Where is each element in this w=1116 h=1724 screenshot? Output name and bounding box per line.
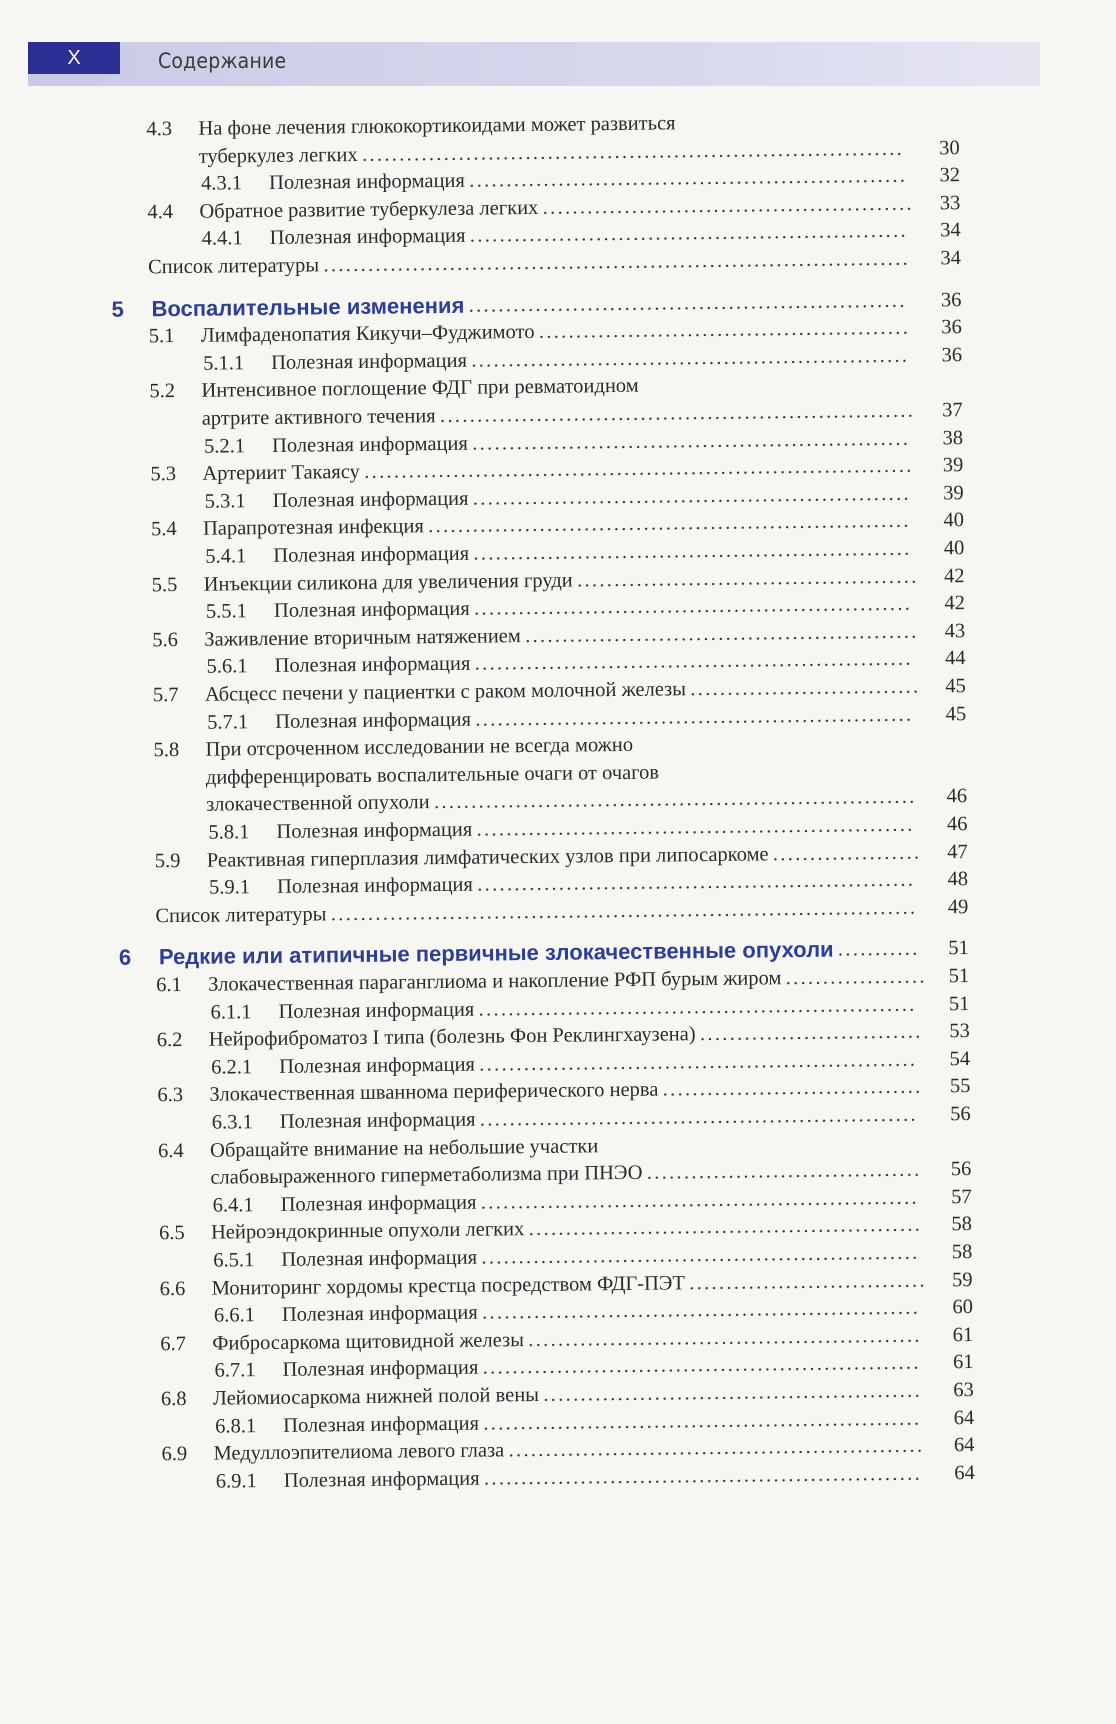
toc-leader-dots: ........................................................... bbox=[480, 1186, 919, 1214]
toc-page-number: 39 bbox=[943, 481, 964, 505]
toc-leader-dots: ........................................................... bbox=[469, 164, 908, 192]
toc-leader-dots: .............................. bbox=[699, 1020, 923, 1046]
toc-number: 6.1 bbox=[156, 974, 182, 997]
toc-page-number: 48 bbox=[947, 868, 969, 891]
toc-leader-dots: ........................................................... bbox=[478, 993, 917, 1021]
toc-leader-dots: ........................................................ bbox=[508, 1434, 925, 1462]
toc-page-number: 36 bbox=[940, 288, 962, 311]
toc-page-number: 34 bbox=[940, 219, 961, 242]
toc-title: Полезная информация bbox=[279, 1108, 476, 1133]
toc-number: 6.9.1 bbox=[215, 1469, 257, 1493]
toc-title: Полезная информация bbox=[280, 1191, 477, 1216]
toc-title: Полезная информация bbox=[282, 1357, 479, 1382]
toc-number: 4.3 bbox=[146, 118, 173, 141]
toc-number: 5.6 bbox=[152, 628, 179, 652]
toc-title: Интенсивное поглощение ФДГ при ревматоидном bbox=[201, 375, 639, 403]
toc-number: 6.3 bbox=[157, 1084, 184, 1107]
toc-leader-dots: ........................................................... bbox=[472, 427, 911, 455]
toc-page-number: 33 bbox=[939, 191, 961, 215]
toc-page-number: 39 bbox=[942, 454, 964, 477]
toc-page-number: 54 bbox=[949, 1047, 971, 1071]
toc-number: 6.5.1 bbox=[213, 1249, 255, 1272]
toc-title: Полезная информация bbox=[269, 225, 466, 250]
toc-number: 6.8.1 bbox=[215, 1414, 257, 1438]
toc-leader-dots: ........................................................... bbox=[481, 1296, 921, 1324]
toc-page-number: 34 bbox=[940, 247, 962, 270]
toc-title: Обратное развитие туберкулеза легких bbox=[199, 196, 539, 223]
toc-title: Абсцесс печени у пациентки с раком молочной железы bbox=[204, 678, 687, 706]
toc-page-number: 60 bbox=[952, 1296, 974, 1319]
toc-title: Лимфаденопатия Кикучи–Фуджимото bbox=[200, 321, 535, 347]
toc-leader-dots: ........................................................... bbox=[483, 1462, 923, 1490]
toc-title: Злокачественная шваннома периферического нерва bbox=[209, 1078, 659, 1107]
toc-leader-dots: ............................................................................... bbox=[323, 247, 911, 277]
toc-number: 5.1.1 bbox=[203, 352, 245, 375]
toc-leader-dots: ........................................................... bbox=[476, 813, 915, 841]
toc-number: 5.5 bbox=[151, 573, 178, 596]
toc-number: 6.8 bbox=[160, 1387, 187, 1411]
toc-number: 6.4.1 bbox=[212, 1193, 254, 1217]
toc-leader-dots: ............................... bbox=[690, 675, 921, 701]
toc-leader-dots: ................................... bbox=[662, 1075, 923, 1101]
toc-leader-dots: ........................................................... bbox=[482, 1352, 921, 1380]
toc-title: Полезная информация bbox=[281, 1301, 478, 1327]
toc-number: 4.4 bbox=[147, 200, 174, 224]
toc-leader-dots: ........................................................... bbox=[469, 220, 909, 248]
toc-title: При отсроченном исследовании не всегда можно bbox=[205, 734, 634, 761]
toc-number: 5.9.1 bbox=[208, 876, 251, 899]
toc-page-number: 45 bbox=[945, 702, 967, 725]
toc-number: 5.4 bbox=[150, 518, 177, 541]
toc-number: 5.5.1 bbox=[205, 600, 248, 623]
toc-leader-dots: ................................................................. bbox=[428, 510, 911, 538]
toc-title: Полезная информация bbox=[275, 708, 472, 733]
toc-number: 5.2.1 bbox=[203, 434, 246, 458]
toc-number: 6.2.1 bbox=[210, 1056, 253, 1079]
toc-title: Полезная информация bbox=[278, 998, 475, 1023]
toc-page-number: 46 bbox=[946, 813, 968, 836]
toc-leader-dots: ..................................................... bbox=[528, 1324, 922, 1351]
toc-title: Парапротезная инфекция bbox=[202, 515, 425, 541]
toc-number: 5.7.1 bbox=[207, 710, 249, 734]
toc-title: Полезная информация bbox=[273, 597, 470, 623]
toc-page-number: 51 bbox=[948, 937, 969, 960]
toc-page-number: 55 bbox=[949, 1075, 971, 1098]
toc-page-number: 38 bbox=[942, 426, 964, 449]
toc-page-number: 40 bbox=[943, 509, 965, 532]
toc-page-number: 57 bbox=[951, 1185, 972, 1209]
toc-page-number: 51 bbox=[948, 992, 970, 1015]
toc-title: Полезная информация bbox=[271, 349, 468, 374]
toc-number: 5.6.1 bbox=[206, 655, 248, 679]
toc-leader-dots: .......................................................................... bbox=[364, 454, 914, 484]
toc-page-number: 58 bbox=[951, 1241, 973, 1264]
page-number: X bbox=[28, 42, 120, 74]
toc-number: 5.4.1 bbox=[205, 545, 247, 568]
toc-number: 4.3.1 bbox=[200, 172, 243, 195]
toc-title: артрите активного течения bbox=[201, 405, 436, 430]
toc-leader-dots: ......................................................................... bbox=[361, 137, 905, 166]
toc-leader-dots: .................................................. bbox=[542, 192, 915, 219]
toc-title: На фоне лечения глюкокортикоидами может развиться bbox=[198, 112, 676, 140]
toc-title: Мониторинг хордомы крестца посредством ФДГ-ПЭТ bbox=[211, 1271, 686, 1300]
toc-number: 6.7.1 bbox=[214, 1359, 256, 1383]
toc-title: Нейрофиброматоз I типа (болезнь Фон Реклингхаузена) bbox=[208, 1023, 696, 1051]
toc-title: Список литературы bbox=[147, 254, 320, 279]
toc-page-number: 40 bbox=[943, 537, 965, 560]
toc-title: Артериит Такаясу bbox=[202, 461, 360, 485]
toc-number: 6.1.1 bbox=[210, 1000, 252, 1024]
toc-title: Фибросаркома щитовидной железы bbox=[212, 1328, 525, 1355]
toc-leader-dots: ........................................................... bbox=[477, 868, 916, 896]
toc-number: 6.9 bbox=[161, 1443, 188, 1466]
toc-title: Медуллоэпителиома левого глаза bbox=[213, 1439, 505, 1465]
toc-number: 5.8 bbox=[153, 739, 180, 762]
running-header-title: Содержание bbox=[158, 49, 287, 73]
toc-leader-dots: ................... bbox=[785, 965, 927, 990]
toc-page-number: 30 bbox=[939, 136, 960, 159]
toc-title: Редкие или атипичные первичные злокачественные опухоли bbox=[158, 936, 834, 970]
toc-title: Полезная информация bbox=[276, 818, 473, 843]
toc-title: Полезная информация bbox=[273, 542, 470, 567]
toc-leader-dots: ........................................................... bbox=[472, 482, 911, 510]
toc-number: 5.3 bbox=[150, 463, 177, 486]
toc-page-number: 42 bbox=[944, 592, 966, 615]
toc-leader-dots: ................................................................ bbox=[439, 399, 916, 428]
toc-leader-dots: .............................................. bbox=[576, 565, 919, 592]
toc-title: дифференцировать воспалительные очаги от очагов bbox=[205, 761, 660, 789]
toc-page-number: 37 bbox=[942, 399, 963, 422]
toc-leader-dots: ................................................................. bbox=[433, 786, 917, 814]
toc-leader-dots: ................................ bbox=[689, 1269, 927, 1294]
toc-page-number: 47 bbox=[947, 840, 968, 863]
toc-number: 5.7 bbox=[152, 684, 179, 707]
toc-leader-dots: ........................................................... bbox=[483, 1407, 922, 1435]
toc-page-number: 64 bbox=[953, 1406, 975, 1429]
toc-page-number: 61 bbox=[952, 1323, 974, 1347]
toc-title: Полезная информация bbox=[274, 653, 471, 678]
toc-number: 5 bbox=[111, 296, 124, 322]
toc-page-number: 56 bbox=[950, 1158, 972, 1181]
toc-page-number: 36 bbox=[941, 316, 962, 339]
toc-number: 5.9 bbox=[154, 849, 181, 872]
toc-number: 4.4.1 bbox=[201, 227, 243, 251]
toc-title: Злокачественная параганглиома и накопление РФП бурым жиром bbox=[208, 967, 782, 996]
toc-leader-dots: ........................................................... bbox=[473, 537, 912, 565]
toc-title: Реактивная гиперплазия лимфатических узлов при липосаркоме bbox=[206, 842, 769, 872]
toc-leader-dots: ..................................... bbox=[646, 1158, 922, 1184]
toc-title: Полезная информация bbox=[268, 169, 466, 195]
toc-title: Полезная информация bbox=[283, 1467, 480, 1492]
toc-title: Полезная информация bbox=[278, 1053, 476, 1078]
toc-number: 5.8.1 bbox=[208, 821, 250, 844]
toc-page-number: 63 bbox=[953, 1379, 974, 1402]
toc-leader-dots: ........................................................... bbox=[479, 1103, 919, 1131]
toc-page-number: 51 bbox=[948, 965, 970, 988]
toc-title: Воспалительные изменения bbox=[151, 292, 465, 321]
toc-number: 6 bbox=[118, 944, 132, 971]
toc-title: слабовыраженного гиперметаболизма при ПНЭО bbox=[210, 1161, 643, 1189]
toc-leader-dots: ........................................................... bbox=[468, 289, 907, 317]
toc-leader-dots: ............................................................................... bbox=[330, 896, 918, 926]
toc-leader-dots: ........................................................... bbox=[479, 1048, 918, 1076]
toc-leader-dots: ........... bbox=[837, 938, 920, 961]
toc-page-number: 59 bbox=[951, 1268, 973, 1291]
toc-leader-dots: ........................................................... bbox=[475, 703, 914, 731]
toc-page-number: 49 bbox=[947, 895, 969, 919]
toc-title: Обращайте внимание на небольшие участки bbox=[209, 1134, 599, 1162]
toc-page-number: 53 bbox=[949, 1020, 970, 1043]
toc-number: 6.6 bbox=[159, 1277, 186, 1300]
toc-title: Инъекции силикона для увеличения груди bbox=[203, 569, 573, 596]
toc-number: 6.5 bbox=[158, 1222, 185, 1245]
toc-page-number: 64 bbox=[953, 1434, 975, 1457]
toc-page-number: 56 bbox=[950, 1103, 971, 1126]
toc-leader-dots: ........................................................... bbox=[481, 1241, 920, 1269]
toc-leader-dots: .................... bbox=[772, 841, 922, 865]
toc-title: Полезная информация bbox=[281, 1246, 478, 1271]
toc-title: Нейроэндокринные опухоли легких bbox=[210, 1218, 525, 1245]
toc-leader-dots: ........................................................... bbox=[471, 344, 910, 372]
toc-page-number: 45 bbox=[945, 675, 966, 698]
toc-page-number: 46 bbox=[946, 785, 968, 808]
toc-leader-dots: .................................................. bbox=[538, 316, 911, 344]
toc-number: 6.6.1 bbox=[213, 1304, 256, 1327]
toc-page-number: 58 bbox=[951, 1213, 973, 1236]
toc-leader-dots: ........................................................... bbox=[474, 648, 913, 676]
toc-number: 5.1 bbox=[148, 325, 175, 348]
toc-page-number: 43 bbox=[944, 619, 966, 643]
toc-page-number: 36 bbox=[941, 343, 963, 367]
toc-title: Список литературы bbox=[155, 903, 327, 928]
toc-number: 5.3.1 bbox=[204, 490, 246, 513]
toc-page-number: 32 bbox=[939, 164, 961, 187]
toc-title: Полезная информация bbox=[271, 432, 468, 457]
toc-leader-dots: ..................................................... bbox=[524, 620, 919, 647]
toc-page-number: 64 bbox=[954, 1461, 975, 1485]
toc-page-number: 61 bbox=[952, 1351, 974, 1374]
toc-title: Лейомиосаркома нижней полой вены bbox=[212, 1383, 540, 1410]
toc-title: Заживление вторичным натяжением bbox=[204, 624, 521, 651]
toc-leader-dots: ..................................................... bbox=[528, 1214, 923, 1241]
toc-number: 6.3.1 bbox=[211, 1111, 253, 1134]
toc-leader-dots: ................................................... bbox=[543, 1379, 923, 1406]
toc-title: злокачественной опухоли bbox=[206, 791, 430, 817]
toc-title: туберкулез легких bbox=[198, 143, 358, 168]
toc-number: 6.2 bbox=[156, 1029, 183, 1052]
toc-leader-dots: ........................................................... bbox=[473, 592, 913, 620]
toc-number: 6.7 bbox=[160, 1332, 187, 1356]
toc-title: Полезная информация bbox=[272, 487, 469, 512]
toc-title: Полезная информация bbox=[283, 1412, 480, 1437]
toc-number: 5.2 bbox=[149, 380, 176, 403]
toc-title: Полезная информация bbox=[276, 873, 474, 899]
toc-page-number: 42 bbox=[943, 564, 965, 587]
toc-page-number: 44 bbox=[944, 647, 966, 670]
toc-number: 6.4 bbox=[157, 1139, 184, 1162]
